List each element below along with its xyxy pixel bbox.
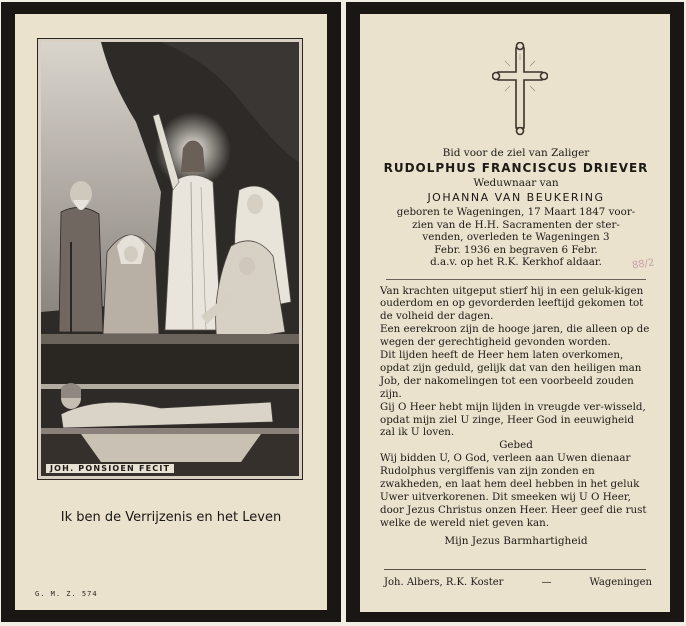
closing-line: Mijn Jezus Barmhartigheid (444, 534, 588, 547)
paragraph: Van krachten uitgeput stierf hij in een geluk-kigen ouderdom en op gevorderden leeftijd gekomen tot de volheid der dagen. (380, 284, 644, 323)
illustration-svg (41, 42, 299, 476)
divider (386, 279, 646, 280)
bio-line: geboren te Wageningen, 17 Maart 1847 voor- (396, 206, 636, 218)
widow-of-line: Weduwnaar van (473, 177, 559, 189)
hooded-woman-figure (103, 235, 159, 334)
bio-line: zien van de H.H. Sacramenten der ster- (412, 218, 620, 231)
resurrection-illustration (41, 42, 299, 476)
bio-block (376, 206, 656, 272)
footer-sexton: Joh. Albers, R.K. Koster (384, 577, 504, 588)
footer-dash: — (541, 577, 552, 588)
motto-text: Ik ben de Verrijzenis en het Leven (60, 510, 282, 525)
prayer-heading: Gebed (499, 439, 533, 452)
prayer-text: Wij bidden U, O God, verleen aan Uwen dienaar Rudolphus vergiffenis van zijn zonden en zwakheden, en laat hem deel hebben in het geluk Uwer uitverkorenen. Dit smeeken wij U O Heer, door Jezus Christus onzen Heer. Heer geef die rust welke de wereld niet geven kan. (380, 452, 647, 529)
prose-block (376, 285, 656, 530)
footer (384, 577, 652, 588)
handwritten-note: 88/2 (630, 257, 655, 272)
bio-line: d.a.v. op het R.K. Kerkhof aldaar. (430, 256, 602, 268)
right-card-paper (360, 14, 670, 612)
footer-town: Wageningen (589, 577, 652, 588)
right-card (346, 2, 684, 622)
printer-code: G. M. Z. 574 (35, 590, 98, 598)
intro-line: Bid voor de ziel van Zaliger (442, 147, 590, 159)
bio-line: Febr. 1936 en begraven 6 Febr. (434, 243, 598, 256)
left-card (1, 2, 341, 622)
illustration-frame (37, 38, 303, 480)
paragraph: Een eerekroon zijn de hooge jaren, die alleen op de wegen der gerechtigheid gevonden worden. (380, 323, 650, 349)
footer-divider (384, 569, 646, 570)
spouse-name: JOHANNA VAN BEUKERING (427, 191, 605, 204)
cross-icon (492, 42, 548, 138)
paragraph: Dit lijden heeft de Heer hem laten overkomen, opdat zijn geduld, gelijk dat van den heiligen man Job, der nakomelingen tot een voorbeeld zouden zijn. (380, 349, 642, 400)
bio-line: venden, overleden te Wageningen 3 (422, 231, 610, 243)
paragraph: Gij O Heer hebt mijn lijden in vreugde ver-wisseld, opdat mijn ziel U zinge, Heer God in eeuwigheid zal ik U loven. (380, 400, 646, 439)
artist-signature: JOH. PONSIOEN FECIT (46, 464, 174, 473)
left-card-paper (15, 14, 327, 610)
memorial-text (376, 146, 656, 547)
deceased-name: RUDOLPHUS FRANCISCUS DRIEVER (383, 161, 649, 175)
